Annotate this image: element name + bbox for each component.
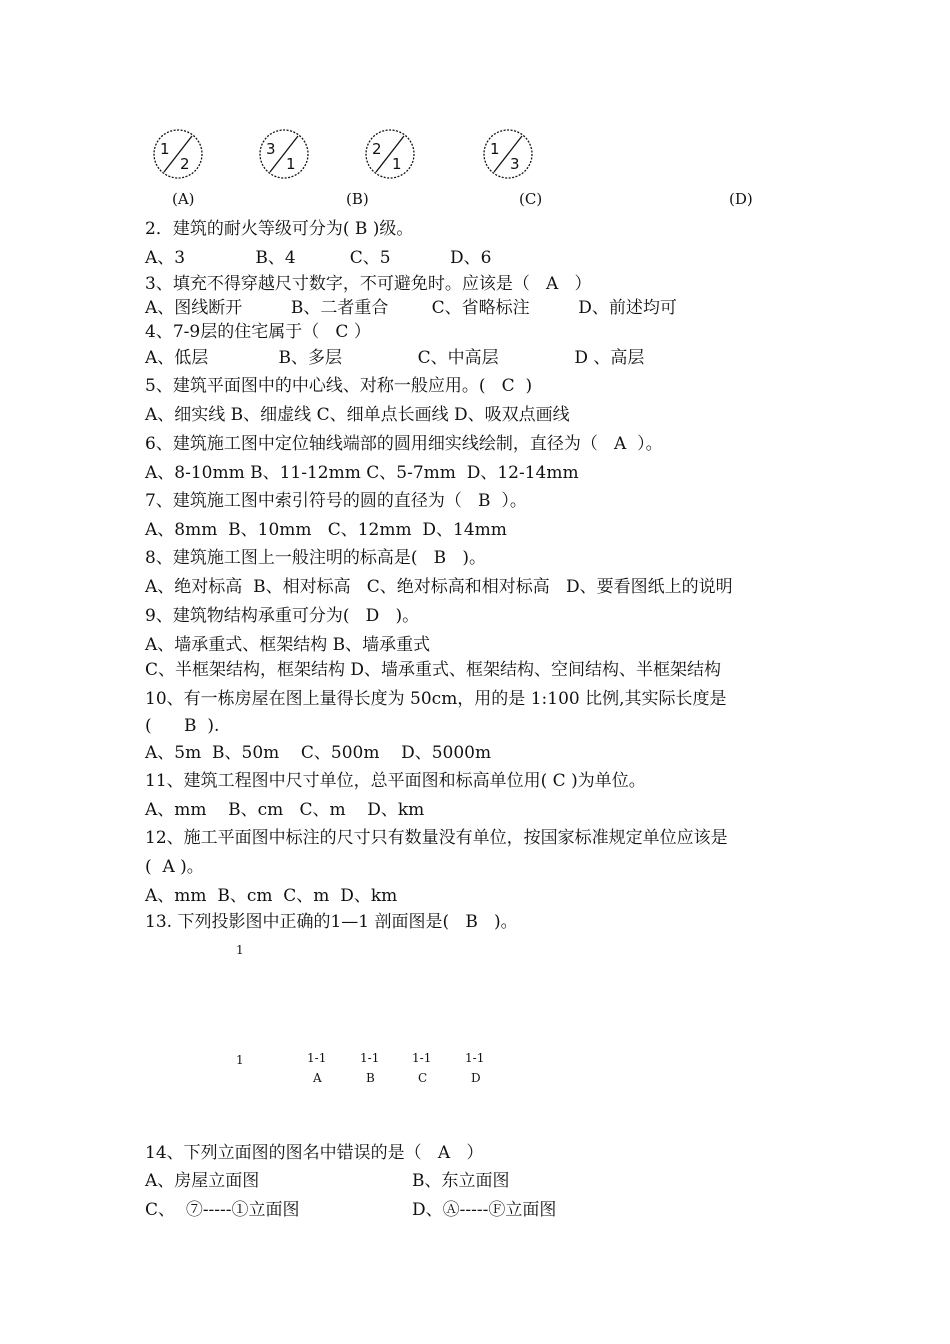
q4-question: 4、7-9层的住宅属于（ C ） xyxy=(145,322,371,342)
q8-question: 8、建筑施工图上一般注明的标高是( B )。 xyxy=(145,548,486,568)
q11-question: 11、建筑工程图中尺寸单位，总平面图和标高单位用( C )为单位。 xyxy=(145,771,646,791)
option-label-b: (B) xyxy=(346,190,369,208)
section-letter-c: C xyxy=(418,1071,428,1085)
svg-text:3: 3 xyxy=(510,155,520,173)
section-name-a: 1-1 xyxy=(307,1051,327,1065)
q5-options: A、细实线 B、细虚线 C、细单点长画线 D、吸双点画线 xyxy=(145,405,570,425)
section-letter-a: A xyxy=(313,1071,322,1085)
q10-question-2: ( B ). xyxy=(145,716,220,736)
q14-option-b: B、东立面图 xyxy=(412,1171,510,1191)
q14-option-a: A、房屋立面图 xyxy=(145,1171,260,1191)
svg-text:1: 1 xyxy=(286,155,296,173)
section-letter-d: D xyxy=(471,1071,481,1085)
section-letter-b: B xyxy=(366,1071,375,1085)
q7-question: 7、建筑施工图中索引符号的圆的直径为（ B ）。 xyxy=(145,491,527,511)
q14-option-d: D、Ⓐ-----Ⓕ立面图 xyxy=(412,1200,557,1220)
q10-question-1: 10、有一栋房屋在图上量得长度为 50cm，用的是 1:100 比例,其实际长度是 xyxy=(145,689,727,709)
option-label-a: (A) xyxy=(172,190,195,208)
q9-question: 9、建筑物结构承重可分为( D )。 xyxy=(145,606,420,626)
index-symbol-d xyxy=(482,128,534,180)
q8-options: A、绝对标高 B、相对标高 C、绝对标高和相对标高 D、要看图纸上的说明 xyxy=(145,577,733,597)
svg-text:1: 1 xyxy=(392,155,402,173)
q10-options: A、5m B、50m C、500m D、5000m xyxy=(145,743,492,763)
section-name-c: 1-1 xyxy=(412,1051,432,1065)
q6-options: A、8-10mm B、11-12mm C、5-7mm D、12-14mm xyxy=(145,463,579,483)
section-mark-bottom: 1 xyxy=(236,1053,244,1067)
q3-options: A、图线断开 B、二者重合 C、省略标注 D、前述均可 xyxy=(145,298,677,318)
svg-text:2: 2 xyxy=(180,155,190,173)
index-symbol-b xyxy=(258,128,310,180)
q3-question: 3、填充不得穿越尺寸数字，不可避免时。应该是（ A ） xyxy=(145,274,592,294)
svg-text:1: 1 xyxy=(160,140,170,158)
q12-options: A、mm B、cm C、m D、km xyxy=(145,886,398,906)
index-symbol-c xyxy=(364,128,416,180)
section-mark-top: 1 xyxy=(236,943,244,957)
q2-options: A、3 B、4 C、5 D、6 xyxy=(145,248,492,268)
index-symbol-a xyxy=(152,128,204,180)
q14-question: 14、下列立面图的图名中错误的是（ A ） xyxy=(145,1143,484,1163)
section-name-b: 1-1 xyxy=(360,1051,380,1065)
q4-options: A、低层 B、多层 C、中高层 D 、高层 xyxy=(145,348,645,368)
q11-options: A、mm B、cm C、m D、km xyxy=(145,800,425,820)
q6-question: 6、建筑施工图中定位轴线端部的圆用细实线绘制，直径为（ A ）。 xyxy=(145,434,663,454)
svg-text:3: 3 xyxy=(266,140,276,158)
svg-text:2: 2 xyxy=(372,140,382,158)
q13-question: 13. 下列投影图中正确的1—1 剖面图是( B )。 xyxy=(145,912,518,932)
option-label-c: (C) xyxy=(519,190,543,208)
q14-option-c: C、 ⑦-----①立面图 xyxy=(145,1200,300,1220)
svg-text:1: 1 xyxy=(490,140,500,158)
q12-question-1: 12、施工平面图中标注的尺寸只有数量没有单位，按国家标准规定单位应该是 xyxy=(145,828,728,848)
q9-options-2: C、半框架结构，框架结构 D、墙承重式、框架结构、空间结构、半框架结构 xyxy=(145,660,722,680)
q9-options-1: A、墙承重式、框架结构 B、墙承重式 xyxy=(145,635,431,655)
q12-question-2: ( A )。 xyxy=(145,857,204,877)
section-name-d: 1-1 xyxy=(465,1051,485,1065)
q7-options: A、8mm B、10mm C、12mm D、14mm xyxy=(145,520,507,540)
q2-question: 2．建筑的耐火等级可分为( B )级。 xyxy=(145,219,414,239)
q5-question: 5、建筑平面图中的中心线、对称一般应用。( C ) xyxy=(145,376,533,396)
option-label-d: (D) xyxy=(729,190,753,208)
